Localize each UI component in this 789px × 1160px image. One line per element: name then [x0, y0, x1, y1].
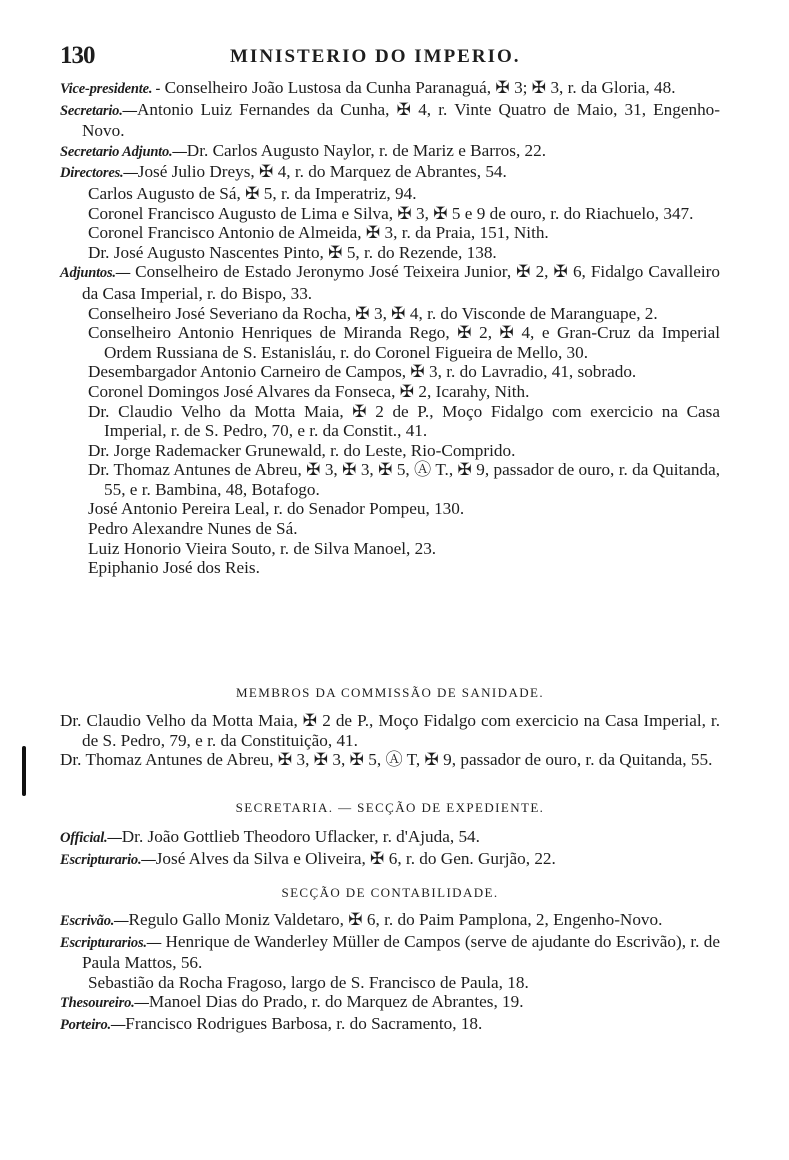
entry-text: Carlos Augusto de Sá, ✠ 5, r. da Imperatriz, 94.: [88, 183, 417, 203]
entry-role-label: Escripturario.—: [60, 851, 156, 868]
entry-role-label: Directores.—: [60, 165, 138, 182]
running-title: MINISTERIO DO IMPERIO.: [230, 46, 521, 67]
entry-text: Epiphanio José dos Reis.: [88, 558, 260, 578]
list-entry: [60, 184, 720, 204]
section-heading-expediente: SECRETARIA. — SECÇÃO DE EXPEDIENTE.: [235, 800, 545, 815]
list-entry: [60, 78, 720, 100]
entry-text: Coronel Domingos José Alvares da Fonseca, ✠ 2, Icarahy, Nith.: [88, 381, 530, 401]
entry-text: Henrique de Wanderley Müller de Campos (serve de ajudante do Escrivão), r. de Paula Mattos, 56.: [82, 931, 720, 973]
entry-role-label: Vice-presidente. -: [60, 81, 161, 97]
entry-role-label: Secretario Adjunto.—: [60, 143, 187, 160]
list-entry: [60, 750, 720, 770]
list-entry: [60, 262, 720, 303]
contabilidade-list: [60, 910, 720, 1036]
entry-role-label: Escripturarios.—: [60, 934, 162, 951]
page-header: [60, 42, 720, 72]
list-entry: [60, 849, 720, 871]
list-entry: [60, 827, 720, 849]
list-entry: [60, 362, 720, 382]
entry-text: Conselheiro João Lustosa da Cunha Paranaguá, ✠ 3; ✠ 3, r. da Gloria, 48.: [160, 78, 676, 97]
section-heading-contabilidade: SECÇÃO DE CONTABILIDADE.: [281, 885, 499, 900]
margin-ink-mark: [22, 746, 26, 796]
entry-text: Pedro Alexandre Nunes de Sá.: [88, 519, 298, 539]
expediente-list: [60, 827, 720, 870]
list-entry: [60, 932, 720, 973]
list-entry: [60, 304, 720, 324]
entry-text: Dr. Jorge Rademacker Grunewald, r. do Leste, Rio-Comprido.: [88, 440, 516, 460]
list-entry: [60, 460, 720, 499]
ministry-staff-list: [60, 78, 720, 578]
entry-text: Antonio Luiz Fernandes da Cunha, ✠ 4, r. Vinte Quatro de Maio, 31, Engenho-Novo.: [82, 99, 720, 141]
entry-text: Dr. José Augusto Nascentes Pinto, ✠ 5, r. do Rezende, 138.: [88, 242, 497, 262]
entry-text: Coronel Francisco Antonio de Almeida, ✠ 3, r. da Praia, 151, Nith.: [88, 223, 549, 243]
entry-text: Dr. Claudio Velho da Motta Maia, ✠ 2 de P., Moço Fidalgo com exercicio na Casa Imperial, r. de S. Pedro, 79, e r. da Constituição, 41.: [60, 711, 720, 750]
list-entry: [60, 223, 720, 243]
entry-text: Coronel Francisco Augusto de Lima e Silva, ✠ 3, ✠ 5 e 9 de ouro, r. do Riachuelo, 347.: [88, 203, 694, 223]
entry-role-label: Adjuntos.—: [60, 265, 131, 282]
entry-text: Dr. Claudio Velho da Motta Maia, ✠ 2 de P., Moço Fidalgo com exercicio na Casa Imperial, r. de S. Pedro, 70, e r. da Constit., 41.: [88, 401, 720, 441]
entry-role-label: Thesoureiro.—: [60, 995, 149, 1012]
list-entry: [60, 519, 720, 539]
list-entry: [60, 162, 720, 184]
section-heading-comissao-sanidade: MEMBROS DA COMMISSÃO DE SANIDADE.: [235, 685, 545, 700]
entry-role-label: Secretario.—: [60, 102, 137, 119]
list-entry: [60, 204, 720, 224]
entry-text: Desembargador Antonio Carneiro de Campos, ✠ 3, r. do Lavradio, 41, sobrado.: [88, 362, 637, 382]
list-entry: [60, 1014, 720, 1036]
comissao-sanidade-list: [60, 711, 720, 770]
list-entry: [60, 441, 720, 461]
entry-text: Conselheiro Antonio Henriques de Miranda Rego, ✠ 2, ✠ 4, e Gran-Cruz da Imperial Ordem Russiana de S. Estanisláu, r. do Coronel Figueira de Mello, 30.: [88, 323, 720, 362]
entry-text: Regulo Gallo Moniz Valdetaro, ✠ 6, r. do Paim Pamplona, 2, Engenho-Novo.: [128, 910, 663, 929]
list-entry: [60, 141, 720, 163]
entry-text: Luiz Honorio Vieira Souto, r. de Silva Manoel, 23.: [88, 538, 437, 558]
list-entry: [60, 402, 720, 441]
entry-role-label: Official.—: [60, 830, 122, 846]
entry-text: Manoel Dias do Prado, r. do Marquez de Abrantes, 19.: [148, 992, 524, 1012]
entry-text: Dr. Carlos Augusto Naylor, r. de Mariz e Barros, 22.: [186, 140, 547, 160]
entry-text: José Alves da Silva e Oliveira, ✠ 6, r. do Gen. Gurjão, 22.: [155, 848, 556, 868]
entry-text: Dr. Thomaz Antunes de Abreu, ✠ 3, ✠ 3, ✠ 5, Ⓐ T., ✠ 9, passador de ouro, r. da Quitanda, 55, e r. Bambina, 48, Botafogo.: [88, 460, 720, 499]
entry-text: José Julio Dreys, ✠ 4, r. do Marquez de Abrantes, 54.: [137, 162, 507, 182]
list-entry: [60, 243, 720, 263]
list-entry: [60, 992, 720, 1014]
entry-text: Conselheiro de Estado Jeronymo José Teixeira Junior, ✠ 2, ✠ 6, Fidalgo Cavalleiro da Casa Imperial, r. do Bispo, 33.: [82, 262, 720, 303]
list-entry: [60, 499, 720, 519]
list-entry: [60, 382, 720, 402]
entry-text: José Antonio Pereira Leal, r. do Senador Pompeu, 130.: [88, 499, 465, 519]
list-entry: [60, 558, 720, 578]
list-entry: [60, 100, 720, 141]
entry-role-label: Escrivão.—: [60, 913, 129, 929]
list-entry: [60, 910, 720, 932]
entry-text: Sebastião da Rocha Fragoso, largo de S. Francisco de Paula, 18.: [88, 972, 529, 992]
list-entry: [60, 539, 720, 559]
entry-text: Dr. João Gottlieb Theodoro Uflacker, r. d'Ajuda, 54.: [121, 827, 480, 846]
page-number: 130: [60, 42, 95, 69]
list-entry: [60, 711, 720, 750]
entry-role-label: Porteiro.—: [60, 1016, 126, 1033]
entry-text: Conselheiro José Severiano da Rocha, ✠ 3, ✠ 4, r. do Visconde de Maranguape, 2.: [88, 303, 658, 323]
entry-text: Francisco Rodrigues Barbosa, r. do Sacramento, 18.: [125, 1013, 483, 1033]
list-entry: [60, 323, 720, 362]
entry-text: Dr. Thomaz Antunes de Abreu, ✠ 3, ✠ 3, ✠ 5, Ⓐ T, ✠ 9, passador de ouro, r. da Quitanda, 55.: [60, 750, 713, 770]
list-entry: [60, 973, 720, 993]
